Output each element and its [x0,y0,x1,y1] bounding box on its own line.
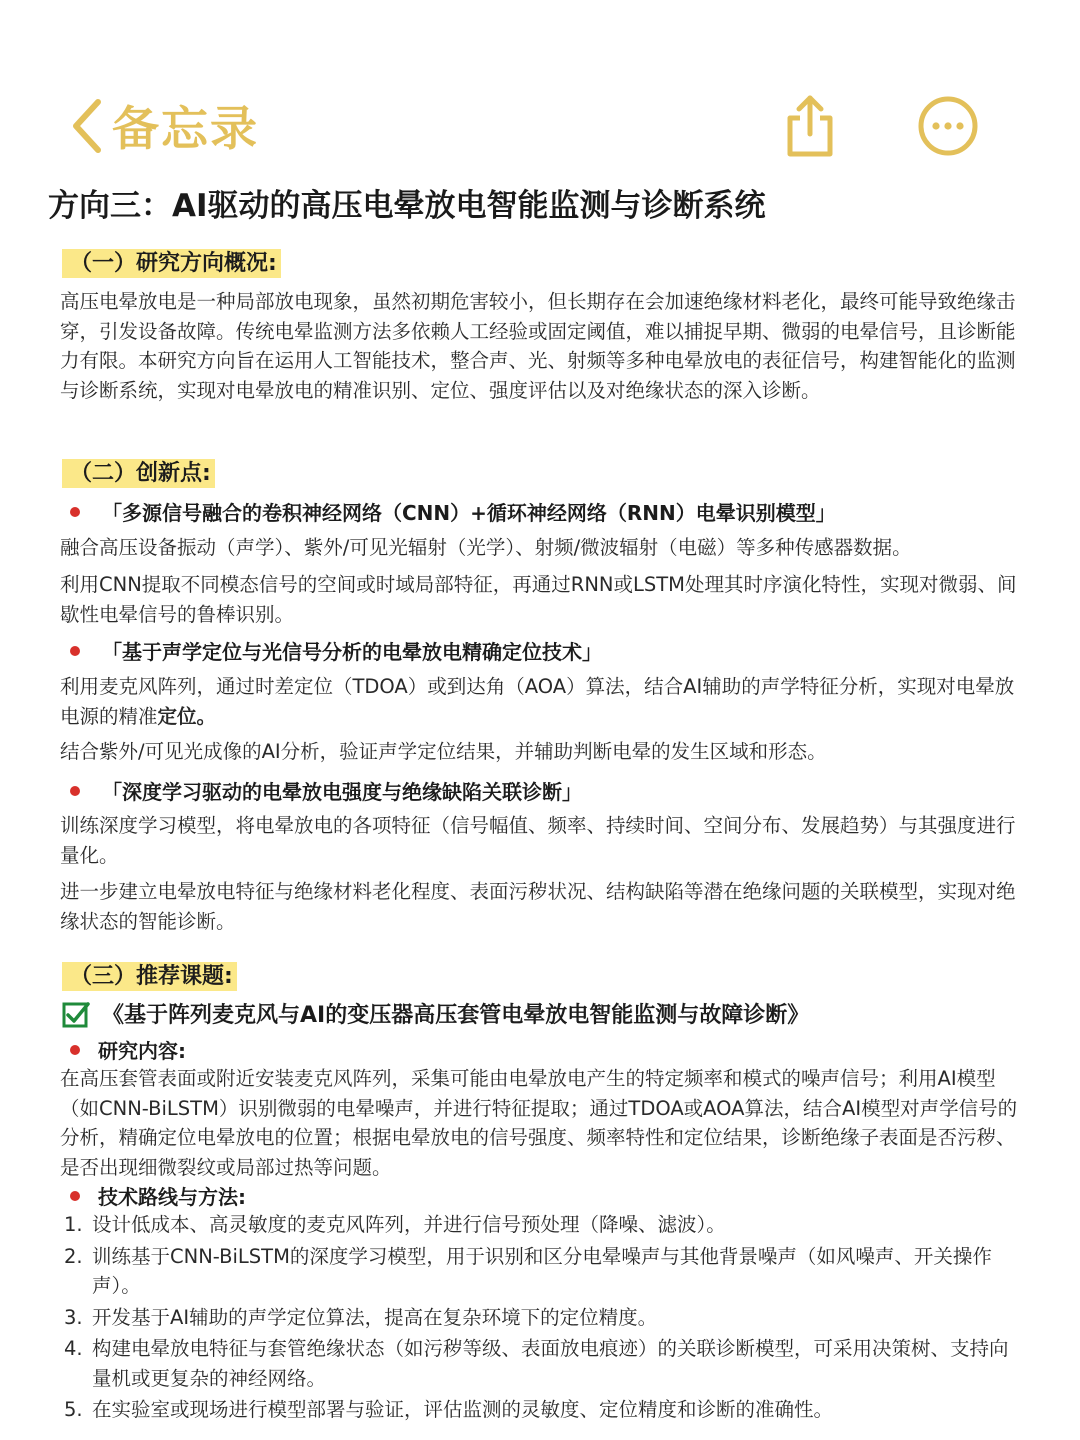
more-icon [916,94,980,158]
innovation-paragraph: 结合紫外/可见光成像的AI分析，验证声学定位结果，并辅助判断电晕的发生区域和形态。 [60,740,827,763]
list-item: 3. 开发基于AI辅助的声学定位算法，提高在复杂环境下的定位精度。 [64,1305,658,1329]
list-item: 2. 训练基于CNN-BiLSTM的深度学习模型，用于识别和区分电晕噪声与其他背景噪声（如风噪声、开关操作声）。 [64,1244,992,1297]
nav-bar [0,80,1080,180]
research-content-paragraph: 在高压套管表面或附近安装麦克风阵列，采集可能由电晕放电产生的特定频率和模式的噪声信号；利用AI模型（如CNN-BiLSTM）识别微弱的电晕噪声，并进行特征提取；通过TDOA或AOA算法，结合AI模型对声学信号的分析，精确定位电晕放电的位置；根据电晕放电的信号强度、频率特性和定位结果，诊断绝缘子表面是否污秽、是否出现细微裂纹或局部过热等问题。 [60,1067,1018,1179]
share-button[interactable] [782,94,838,164]
recommended-topic [62,998,809,1029]
share-icon [782,94,838,160]
section-heading-topics: （三）推荐课题: [62,959,237,990]
innovation-paragraph: 训练深度学习模型，将电晕放电的各项特征（信号幅值、频率、持续时间、空间分布、发展趋势）与其强度进行量化。 [60,814,1016,867]
list-item: 4. 构建电晕放电特征与套管绝缘状态（如污秽等级、表面放电痕迹）的关联诊断模型，可采用决策树、支持向量机或更复杂的神经网络。 [64,1337,1009,1390]
innovation-paragraph: 利用麦克风阵列，通过时差定位（TDOA）或到达角（AOA）算法，结合AI辅助的声学特征分析，实现对电晕放电源的精准定位。 [60,675,1015,728]
method-label: 技术路线与方法: [70,1181,246,1210]
list-item: 1. 设计低成本、高灵敏度的麦克风阵列，并进行信号预处理（降噪、滤波）。 [64,1213,726,1236]
list-item: 5. 在实验室或现场进行模型部署与验证，评估监测的灵敏度、定位精度和诊断的准确性。 [64,1398,834,1421]
note-title: 方向三：AI驱动的高压电晕放电智能监测与诊断系统 [48,188,766,224]
research-content-label: 研究内容: [70,1035,186,1064]
innovation-item-title: 「多源信号融合的卷积神经网络（CNN）+循环神经网络（RNN）电晕识别模型」 [70,497,836,526]
innovation-paragraph: 利用CNN提取不同模态信号的空间或时域局部特征，再通过RNN或LSTM处理其时序演化特性，实现对微弱、间歇性电晕信号的鲁棒识别。 [60,573,1017,626]
back-label: 备忘录 [112,102,259,157]
innovation-paragraph: 融合高压设备振动（声学）、紫外/可见光辐射（光学）、射频/微波辐射（电磁）等多种传感器数据。 [60,536,912,559]
bullet-dot-icon [70,786,80,796]
chevron-left-icon [70,96,104,156]
bullet-dot-icon [70,646,80,656]
innovation-item-title: 「基于声学定位与光信号分析的电晕放电精确定位技术」 [70,636,602,665]
back-button[interactable] [70,92,259,159]
section-heading-innovation: （二）创新点: [62,456,215,487]
overview-paragraph: 高压电晕放电是一种局部放电现象，虽然初期危害较小，但长期存在会加速绝缘材料老化，最终可能导致绝缘击穿，引发设备故障。传统电晕监测方法多依赖人工经验或固定阈值，难以捕捉早期、微弱的电晕信号，且诊断能力有限。本研究方向旨在运用人工智能技术，整合声、光、射频等多种电晕放电的表征信号，构建智能化的监测与诊断系统，实现对电晕放电的精准识别、定位、强度评估以及对绝缘状态的深入诊断。 [60,290,1016,402]
innovation-item-title: 「深度学习驱动的电晕放电强度与绝缘缺陷关联诊断」 [70,776,582,805]
innovation-paragraph: 进一步建立电晕放电特征与绝缘材料老化程度、表面污秽状况、结构缺陷等潜在绝缘问题的关联模型，实现对绝缘状态的智能诊断。 [60,880,1016,933]
more-button[interactable] [916,94,980,162]
method-steps-list [60,1210,1022,1427]
checkbox-checked-icon[interactable] [62,1000,90,1028]
section-heading-overview: （一）研究方向概况: [62,246,281,277]
bullet-dot-icon [70,507,80,517]
bullet-dot-icon [70,1045,80,1055]
topic-title: 《基于阵列麦克风与AI的变压器高压套管电晕放电智能监测与故障诊断》 [102,1003,810,1028]
bullet-dot-icon [70,1191,80,1201]
